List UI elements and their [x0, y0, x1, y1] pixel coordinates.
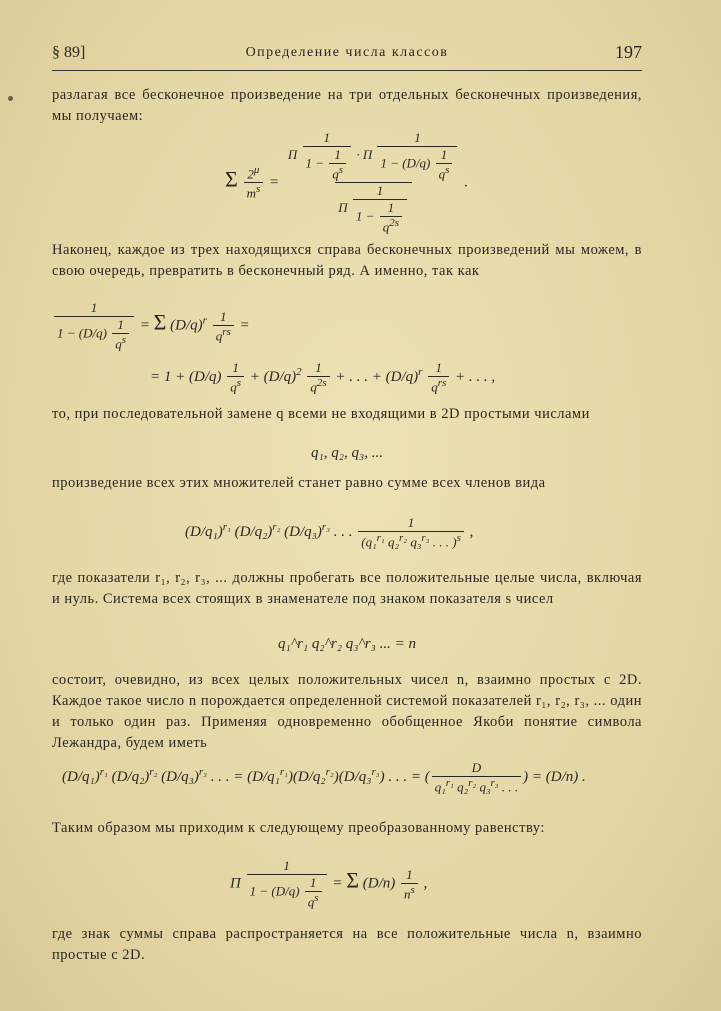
paragraph-3: то, при последовательной замене q всеми не входящими в 2D простыми числами: [52, 406, 590, 422]
equation-product-split: Σ $\frac{2^\mu}{m^s}$ = Π 1 1 − $\frac{1}{q^s}$ · Π 1 1 − (D/q) $\frac{1}{q^s}$ Π 1 1 − $\frac{1}{q^{2s}}$ .: [225, 130, 469, 235]
running-title: Определение числа классов: [245, 45, 449, 60]
equation-legendre: $(D/q_1)^{r_1}$ $(D/q_2)^{r_2}$ $(D/q_3)^{r_3}$ . . . = (D/q₁$^{r_1}$)(D/q₂$^{r_2}$)(D/q₃$^{r_3}$) . . . = ( $\frac{D}{q_1^{r_1} q_2^{r_2} q_3^{r_3} . . .}$ ) = (D/n) .: [62, 760, 586, 795]
page-number: 197: [615, 42, 642, 62]
paragraph-4: произведение всех этих множителей станет равно сумме всех членов вида: [52, 475, 546, 491]
equation-general-term: $(D/q_1)^{r_1}$ $(D/q_2)^{r_2}$ $(D/q_3)^{r_3}$ . . . $\frac{1}{(q_1^{r_1} q_2^{r_2} q_3^{r_3} . . . )^s}$ ,: [185, 515, 474, 550]
paragraph-7: Таким образом мы приходим к следующему преобразованному равенству:: [52, 820, 545, 836]
section-number: § 89]: [52, 44, 86, 61]
equation-series-lhs: 1 1 − (D/q) $\frac{1}{q^s}$ = Σ $(D/q)^r$ $\frac{1}{q^{rs}}$ =: [52, 300, 250, 352]
paragraph-2: Наконец, каждое из трех находящихся справа бесконечных произведений мы можем, в свою очередь, превратить в бесконечный ряд. А именно, так как: [52, 242, 642, 279]
equation-product: q₁^r₁ q₂^r₂ q₃^r₃ ... = n: [278, 636, 416, 652]
equation-sequence: q₁, q₂, q₃, ...: [311, 445, 383, 461]
equation-final: Π 1 1 − (D/q) $\frac{1}{q^s}$ = Σ (D/n) $\frac{1}{n^s}$ ,: [230, 858, 428, 910]
paragraph-5: где показатели r₁, r₂, r₃, ... должны пробегать все положительные целые числа, включая и нуль. Система всех стоящих в знаменателе под знаком показателя s чисел: [52, 570, 642, 607]
paragraph-8: где знак суммы справа распространяется на все положительные числа n, взаимно простые с 2D.: [52, 926, 642, 963]
page-header: [52, 42, 642, 71]
paragraph-1: разлагая все бесконечное произведение на три отдельных бесконечных произведения, мы получаем:: [52, 87, 642, 124]
paragraph-6: состоит, очевидно, из всех целых положительных чисел n, взаимно простых с 2D. Каждое такое число n порождается определенной системой показателей r₁, r₂, r₃, ... один и только один раз. Применяя одновременно обобщенное Якоби понятие символа Лежандра, будем иметь: [52, 672, 642, 751]
equation-series-rhs: = 1 + (D/q) $\frac{1}{q^s}$ + $(D/q)^2$ $\frac{1}{q^{2s}}$ + . . . + $(D/q)^r$ $\frac{1}{q^{rs}}$ + . . . ,: [150, 360, 496, 395]
margin-mark: [8, 96, 13, 101]
